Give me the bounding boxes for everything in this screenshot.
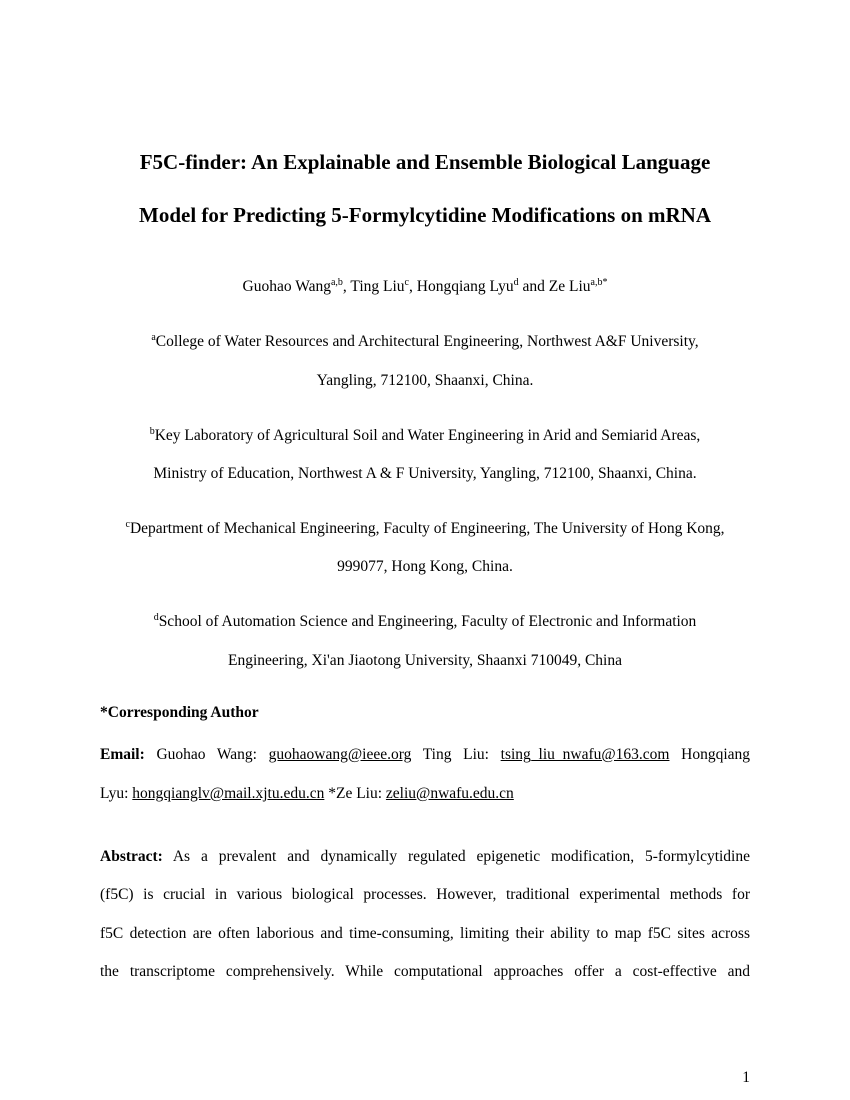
email-link-wang[interactable]: guohaowang@ieee.org (268, 746, 412, 763)
author-email-label: Lyu: (100, 785, 129, 802)
abstract-line-1 (100, 847, 750, 867)
affiliation-c-line-1 (80, 519, 770, 539)
author-separator: , (342, 278, 351, 295)
paper-title-line-2: Model for Predicting 5-Formylcytidine Modifications on mRNA (139, 203, 711, 227)
author-email-label: Hongqiang (681, 746, 751, 763)
paper-title-line-1: F5C-finder: An Explainable and Ensemble Biological Language (139, 150, 711, 174)
author-email-label: *Ze Liu: (328, 785, 383, 802)
affiliation-text: School of Automation Science and Engineering, Faculty of Electronic and Information (158, 613, 697, 630)
abstract-label: Abstract: (100, 848, 163, 865)
affiliation-b-line-2: Ministry of Education, Northwest A & F University, Yangling, 712100, Shaanxi, China. (153, 465, 697, 482)
author-name: Hongqiang Lyu (416, 278, 514, 295)
affiliation-mark: b (149, 426, 155, 437)
author-list (80, 277, 770, 297)
author-separator: , (409, 278, 417, 295)
author-affiliation-mark: d (513, 277, 519, 288)
affiliation-mark: a (151, 332, 156, 343)
corresponding-author-heading: *Corresponding Author (100, 704, 259, 721)
author-email-label: Ting Liu: (422, 746, 489, 763)
author-affiliation-mark: c (404, 277, 409, 288)
affiliation-b-line-1 (80, 426, 770, 446)
affiliation-d-line-2: Engineering, Xi'an Jiaotong University, Shaanxi 710049, China (228, 652, 622, 669)
author-name: Ting Liu (350, 278, 405, 295)
email-line-1 (100, 745, 750, 765)
email-label: Email: (100, 746, 145, 763)
affiliation-mark: d (153, 612, 159, 623)
author-affiliation-mark: a,b (330, 277, 343, 288)
affiliation-a-line-1 (80, 332, 770, 352)
affiliation-d-line-1 (80, 612, 770, 632)
author-separator: and (518, 278, 549, 295)
affiliation-c-line-2: 999077, Hong Kong, China. (337, 558, 513, 575)
author-name: Guohao Wang (242, 278, 331, 295)
affiliation-text: College of Water Resources and Architectural Engineering, Northwest A&F University, (155, 333, 699, 350)
abstract-line-2: (f5C) is crucial in various biological processes. However, traditional experimental methods for (100, 886, 750, 903)
affiliation-text: Key Laboratory of Agricultural Soil and Water Engineering in Arid and Semiarid Areas, (154, 427, 701, 444)
author-name: Ze Liu (548, 278, 591, 295)
email-link-liu-ze[interactable]: zeliu@nwafu.edu.cn (385, 785, 514, 802)
page-number: 1 (742, 1069, 750, 1086)
affiliation-text: Department of Mechanical Engineering, Faculty of Engineering, The University of Hong Kong, (129, 520, 725, 537)
email-link-lyu[interactable]: hongqianglv@mail.xjtu.edu.cn (132, 785, 325, 802)
email-link-liu-ting[interactable]: tsing_liu_nwafu@163.com (500, 746, 670, 763)
abstract-line-3: f5C detection are often laborious and time-consuming, limiting their ability to map f5C sites across (100, 925, 750, 942)
author-affiliation-mark: a,b* (590, 277, 608, 288)
affiliation-mark: c (125, 519, 130, 530)
author-email-label: Guohao Wang: (156, 746, 257, 763)
email-line-2 (100, 784, 750, 804)
abstract-line-4: the transcriptome comprehensively. While computational approaches offer a cost-effective and (100, 963, 750, 980)
affiliation-a-line-2: Yangling, 712100, Shaanxi, China. (316, 372, 534, 389)
abstract-text: As a prevalent and dynamically regulated epigenetic modification, 5-formylcytidine (172, 848, 750, 865)
